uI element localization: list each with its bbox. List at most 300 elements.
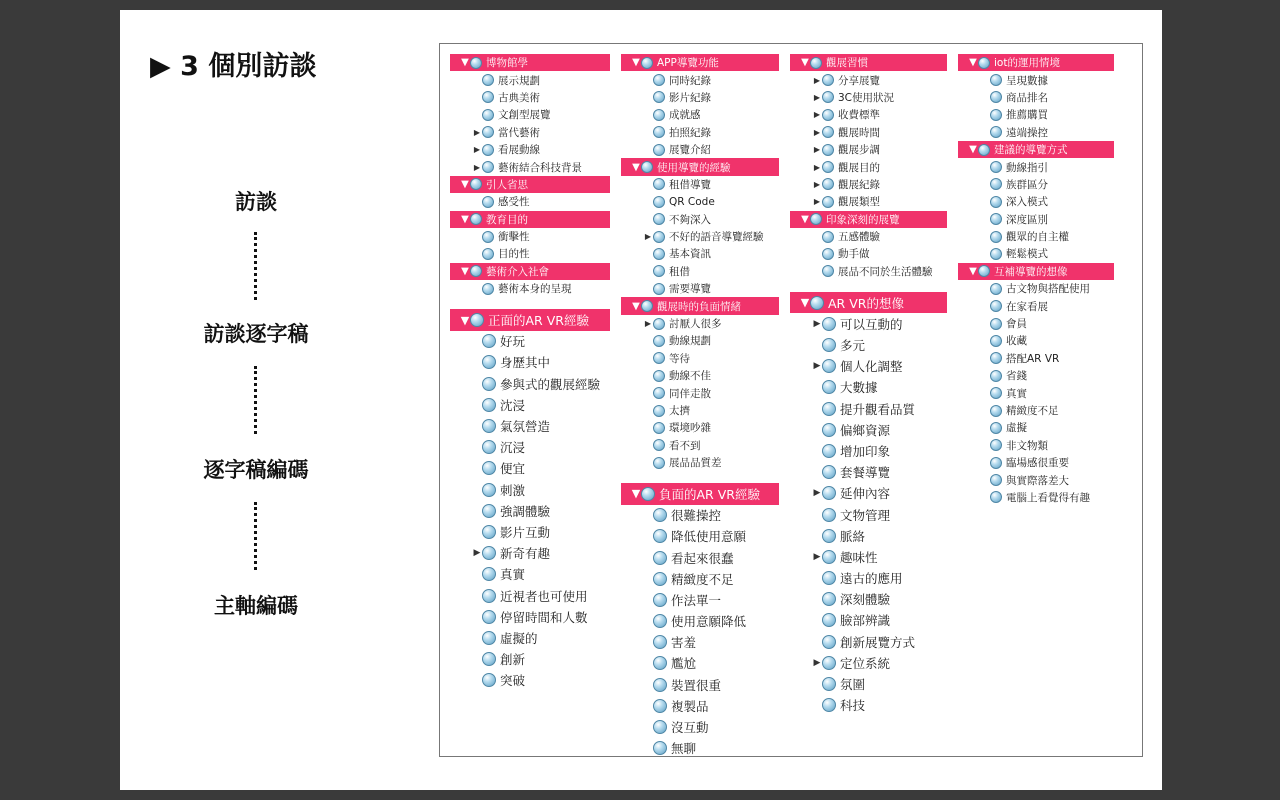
mindmap-node[interactable] — [621, 124, 779, 141]
mindmap-node[interactable] — [450, 606, 610, 627]
node-bullet-icon — [990, 161, 1002, 173]
mindmap-node[interactable] — [621, 211, 779, 228]
node-bullet-icon — [822, 571, 836, 585]
mindmap-node[interactable] — [790, 631, 947, 652]
node-label: 文創型展覽 — [498, 109, 551, 122]
mindmap-category[interactable] — [958, 141, 1114, 158]
mindmap-node[interactable] — [450, 415, 610, 436]
mindmap-node[interactable] — [790, 462, 947, 483]
node-bullet-icon — [653, 656, 667, 670]
expand-arrow-icon[interactable]: ▶ — [813, 361, 821, 372]
mindmap-node[interactable] — [450, 331, 610, 352]
mindmap-node[interactable] — [790, 610, 947, 631]
mindmap-node[interactable] — [450, 437, 610, 458]
node-bullet-icon — [653, 635, 667, 649]
mindmap-node[interactable] — [450, 543, 610, 564]
mindmap-node[interactable] — [450, 627, 610, 648]
mindmap-node[interactable] — [621, 263, 779, 280]
node-bullet-icon — [470, 313, 484, 327]
node-bullet-icon — [990, 74, 1002, 86]
node-bullet-icon — [482, 398, 496, 412]
mindmap-node[interactable] — [958, 402, 1114, 419]
mindmap-node[interactable] — [790, 673, 947, 694]
mindmap-node[interactable] — [790, 313, 947, 334]
node-label: 無聊 — [671, 741, 697, 757]
expand-arrow-icon[interactable]: ▶ — [813, 127, 821, 137]
collapse-arrow-icon[interactable]: ▼ — [632, 300, 640, 312]
node-bullet-icon — [978, 144, 990, 156]
collapse-arrow-icon[interactable]: ▼ — [800, 296, 810, 310]
node-label: 降低使用意願 — [671, 529, 747, 545]
mindmap-node[interactable] — [958, 245, 1114, 262]
node-bullet-icon — [990, 387, 1002, 399]
collapse-arrow-icon[interactable]: ▼ — [460, 313, 470, 327]
mindmap-node[interactable] — [450, 648, 610, 669]
node-label: 引人省思 — [486, 178, 528, 191]
mindmap-category[interactable] — [450, 263, 610, 280]
mindmap-node[interactable] — [790, 245, 947, 262]
mindmap-node[interactable] — [621, 568, 779, 589]
node-label: APP導覽功能 — [657, 57, 719, 70]
node-label: 新奇有趣 — [500, 546, 551, 562]
expand-arrow-icon[interactable]: ▶ — [813, 92, 821, 102]
mindmap-category[interactable] — [621, 483, 779, 504]
expand-arrow-icon[interactable]: ▶ — [813, 488, 821, 499]
mindmap-node[interactable] — [958, 89, 1114, 106]
expand-arrow-icon[interactable]: ▶ — [473, 127, 481, 137]
expand-arrow-icon[interactable]: ▶ — [644, 319, 652, 329]
collapse-arrow-icon[interactable]: ▼ — [461, 57, 469, 69]
mindmap-node[interactable] — [621, 695, 779, 716]
mindmap-node[interactable] — [450, 500, 610, 521]
expand-arrow-icon[interactable]: ▶ — [813, 162, 821, 172]
node-label: 科技 — [840, 698, 866, 714]
mindmap-node[interactable] — [958, 106, 1114, 123]
collapse-arrow-icon[interactable]: ▼ — [461, 265, 469, 277]
mindmap-category[interactable] — [790, 211, 947, 228]
mindmap-node[interactable] — [958, 367, 1114, 384]
mindmap-panel — [439, 43, 1143, 757]
mindmap-node[interactable] — [621, 245, 779, 262]
mindmap-category[interactable] — [790, 54, 947, 71]
mindmap-node[interactable] — [621, 526, 779, 547]
node-bullet-icon — [822, 178, 834, 190]
mindmap-node[interactable] — [790, 141, 947, 158]
spacer — [790, 280, 947, 292]
node-label: 影片紀錄 — [669, 91, 711, 104]
node-bullet-icon — [822, 486, 836, 500]
expand-arrow-icon[interactable]: ▶ — [813, 75, 821, 85]
node-label: 成就感 — [669, 109, 701, 122]
expand-arrow-icon[interactable]: ▶ — [813, 657, 821, 668]
node-label: 展品不同於生活體驗 — [838, 265, 933, 278]
node-bullet-icon — [990, 283, 1002, 295]
node-label: 推薦購買 — [1006, 109, 1048, 122]
mindmap-node[interactable] — [621, 367, 779, 384]
node-bullet-icon — [653, 422, 665, 434]
mindmap-node[interactable] — [958, 332, 1114, 349]
node-bullet-icon — [990, 335, 1002, 347]
node-bullet-icon — [990, 370, 1002, 382]
mindmap-node[interactable] — [790, 546, 947, 567]
node-bullet-icon — [482, 483, 496, 497]
mindmap-node[interactable] — [790, 504, 947, 525]
mindmap-category[interactable] — [790, 292, 947, 313]
mindmap-node[interactable] — [958, 193, 1114, 210]
node-label: 會員 — [1006, 318, 1027, 331]
node-label: 太擠 — [669, 405, 690, 417]
mindmap-node[interactable] — [621, 547, 779, 568]
node-label: 觀展紀錄 — [838, 178, 880, 191]
mindmap-category[interactable] — [450, 176, 610, 193]
node-bullet-icon — [653, 699, 667, 713]
node-bullet-icon — [990, 196, 1002, 208]
mindmap-node[interactable] — [958, 315, 1114, 332]
node-label: 負面的AR VR經驗 — [659, 486, 760, 502]
node-bullet-icon — [653, 74, 665, 86]
node-label: 沈浸 — [500, 397, 526, 413]
mindmap-node[interactable] — [621, 419, 779, 436]
mindmap-node[interactable] — [621, 71, 779, 88]
node-bullet-icon — [470, 265, 482, 277]
node-label: 同時紀錄 — [669, 74, 711, 87]
node-label: 好玩 — [500, 334, 526, 350]
node-bullet-icon — [822, 698, 836, 712]
mindmap-node[interactable] — [958, 158, 1114, 175]
node-label: 收費標準 — [838, 109, 880, 122]
flow-step-axial-coding: 主軸編碼 — [214, 594, 298, 618]
node-bullet-icon — [482, 589, 496, 603]
mindmap-node[interactable] — [790, 568, 947, 589]
node-bullet-icon — [482, 461, 496, 475]
mindmap-node[interactable] — [958, 297, 1114, 314]
mindmap-node[interactable] — [790, 377, 947, 398]
mindmap-node[interactable] — [450, 373, 610, 394]
flow-connector — [254, 232, 257, 300]
mindmap-category[interactable] — [450, 54, 610, 71]
mindmap-node[interactable] — [790, 525, 947, 546]
node-label: 深刻體驗 — [840, 592, 891, 608]
mindmap-node[interactable] — [450, 89, 610, 106]
mindmap-node[interactable] — [450, 670, 610, 691]
node-label: 不好的語音導覽經驗 — [669, 231, 764, 244]
mindmap-node[interactable] — [450, 521, 610, 542]
mindmap-node[interactable] — [790, 71, 947, 88]
slide-title: ▶ 3 個別訪談 — [150, 51, 317, 82]
mindmap-node[interactable] — [958, 211, 1114, 228]
mindmap-node[interactable] — [958, 489, 1114, 506]
mindmap-node[interactable] — [450, 479, 610, 500]
flow-connector — [254, 366, 257, 434]
mindmap-node[interactable] — [450, 280, 610, 297]
node-bullet-icon — [482, 231, 494, 243]
node-label: 個人化調整 — [840, 359, 903, 375]
node-bullet-icon — [653, 265, 665, 277]
node-label: 偏鄉資源 — [840, 422, 891, 438]
mindmap-node[interactable] — [621, 106, 779, 123]
mindmap-category[interactable] — [450, 211, 610, 228]
node-bullet-icon — [653, 196, 665, 208]
mindmap-node[interactable] — [621, 653, 779, 674]
mindmap-node[interactable] — [450, 124, 610, 141]
mindmap-node[interactable] — [621, 193, 779, 210]
node-bullet-icon — [653, 144, 665, 156]
node-label: 觀展時間 — [838, 126, 880, 139]
mindmap-category[interactable] — [621, 158, 779, 175]
node-bullet-icon — [653, 231, 665, 243]
mindmap-node[interactable] — [621, 716, 779, 737]
mindmap-node[interactable] — [790, 158, 947, 175]
node-label: 藝術介入社會 — [486, 265, 549, 278]
node-label: 觀展習慣 — [826, 57, 868, 70]
mindmap-category[interactable] — [958, 263, 1114, 280]
node-bullet-icon — [978, 57, 990, 69]
node-bullet-icon — [653, 508, 667, 522]
node-bullet-icon — [470, 213, 482, 225]
mindmap-node[interactable] — [621, 228, 779, 245]
mindmap-node[interactable] — [790, 89, 947, 106]
node-bullet-icon — [990, 318, 1002, 330]
node-label: 與實際落差大 — [1006, 474, 1069, 487]
node-label: 五感體驗 — [838, 231, 880, 244]
node-bullet-icon — [641, 300, 653, 312]
node-bullet-icon — [482, 546, 496, 560]
node-label: QR Code — [669, 195, 715, 208]
mindmap-node[interactable] — [621, 402, 779, 419]
mindmap-node[interactable] — [450, 193, 610, 210]
mindmap-node[interactable] — [621, 280, 779, 297]
node-bullet-icon — [482, 109, 494, 121]
node-bullet-icon — [482, 196, 494, 208]
mindmap-node[interactable] — [958, 471, 1114, 488]
expand-arrow-icon[interactable]: ▶ — [813, 551, 821, 562]
mindmap-node[interactable] — [621, 738, 779, 759]
mindmap-node[interactable] — [450, 158, 610, 175]
mindmap-node[interactable] — [450, 228, 610, 245]
mindmap-node[interactable] — [958, 228, 1114, 245]
collapse-arrow-icon[interactable]: ▼ — [801, 57, 809, 69]
collapse-arrow-icon[interactable]: ▼ — [969, 57, 977, 69]
node-label: 虛擬 — [1006, 422, 1027, 435]
collapse-arrow-icon[interactable]: ▼ — [631, 487, 641, 501]
node-bullet-icon — [653, 109, 665, 121]
node-label: 複製品 — [671, 698, 709, 714]
mindmap-node[interactable] — [450, 245, 610, 262]
mindmap-node[interactable] — [450, 352, 610, 373]
node-label: 強調體驗 — [500, 503, 551, 519]
expand-arrow-icon[interactable]: ▶ — [473, 548, 481, 559]
node-label: 精緻度不足 — [1006, 405, 1059, 417]
node-bullet-icon — [822, 265, 834, 277]
node-bullet-icon — [653, 529, 667, 543]
mindmap-node[interactable] — [450, 564, 610, 585]
mindmap-node[interactable] — [958, 71, 1114, 88]
node-bullet-icon — [822, 161, 834, 173]
mindmap-node[interactable] — [450, 585, 610, 606]
node-bullet-icon — [482, 355, 496, 369]
node-bullet-icon — [482, 377, 496, 391]
node-bullet-icon — [990, 457, 1002, 469]
mindmap-node[interactable] — [958, 419, 1114, 436]
node-label: 看不到 — [669, 439, 701, 452]
mindmap-column-3 — [790, 54, 947, 716]
mindmap-node[interactable] — [958, 454, 1114, 471]
node-label: 臨場感很重要 — [1006, 457, 1069, 470]
node-bullet-icon — [641, 57, 653, 69]
node-bullet-icon — [822, 656, 836, 670]
node-label: 古文物與搭配使用 — [1006, 283, 1090, 296]
node-label: 刺激 — [500, 482, 526, 498]
node-label: 印象深刻的展覽 — [826, 213, 900, 226]
mindmap-node[interactable] — [621, 384, 779, 401]
expand-arrow-icon[interactable]: ▶ — [813, 179, 821, 189]
node-bullet-icon — [482, 334, 496, 348]
node-label: 大數據 — [840, 380, 878, 396]
mindmap-category[interactable] — [621, 54, 779, 71]
mindmap-node[interactable] — [621, 350, 779, 367]
node-label: 害羞 — [671, 635, 697, 651]
mindmap-node[interactable] — [621, 89, 779, 106]
node-bullet-icon — [653, 593, 667, 607]
node-bullet-icon — [822, 144, 834, 156]
node-bullet-icon — [653, 572, 667, 586]
mindmap-node[interactable] — [790, 398, 947, 419]
node-bullet-icon — [470, 178, 482, 190]
node-label: 觀展時的負面情緒 — [657, 300, 741, 313]
node-bullet-icon — [990, 352, 1002, 364]
mindmap-node[interactable] — [450, 71, 610, 88]
mindmap-node[interactable] — [790, 440, 947, 461]
mindmap-node[interactable] — [790, 589, 947, 610]
node-label: 租借導覽 — [669, 178, 711, 191]
mindmap-node[interactable] — [621, 454, 779, 471]
node-label: 非文物類 — [1006, 439, 1048, 452]
collapse-arrow-icon[interactable]: ▼ — [461, 178, 469, 190]
node-bullet-icon — [822, 74, 834, 86]
mindmap-node[interactable] — [790, 263, 947, 280]
node-bullet-icon — [653, 741, 667, 755]
expand-arrow-icon[interactable]: ▶ — [813, 318, 821, 329]
node-label: 尷尬 — [671, 656, 697, 672]
node-bullet-icon — [482, 673, 496, 687]
node-label: 影片互動 — [500, 524, 551, 540]
mindmap-node[interactable] — [621, 505, 779, 526]
mindmap-node[interactable] — [958, 384, 1114, 401]
node-label: 真實 — [500, 567, 526, 583]
node-bullet-icon — [653, 213, 665, 225]
mindmap-node[interactable] — [450, 106, 610, 123]
mindmap-node[interactable] — [790, 228, 947, 245]
node-label: 3C使用狀況 — [838, 91, 895, 104]
node-bullet-icon — [990, 439, 1002, 451]
node-bullet-icon — [822, 359, 836, 373]
expand-arrow-icon[interactable]: ▶ — [813, 197, 821, 207]
flow-connector — [254, 502, 257, 570]
expand-arrow-icon[interactable]: ▶ — [473, 162, 481, 172]
node-label: 電腦上看覺得有趣 — [1006, 491, 1090, 504]
mindmap-node[interactable] — [790, 419, 947, 440]
mindmap-node[interactable] — [621, 611, 779, 632]
expand-arrow-icon[interactable]: ▶ — [813, 110, 821, 120]
node-bullet-icon — [653, 405, 665, 417]
mindmap-node[interactable] — [958, 124, 1114, 141]
collapse-arrow-icon[interactable]: ▼ — [632, 161, 640, 173]
mindmap-node[interactable] — [621, 176, 779, 193]
node-bullet-icon — [822, 402, 836, 416]
expand-arrow-icon[interactable]: ▶ — [473, 145, 481, 155]
node-label: 精緻度不足 — [671, 571, 734, 587]
node-bullet-icon — [641, 161, 653, 173]
node-bullet-icon — [822, 380, 836, 394]
mindmap-node[interactable] — [790, 356, 947, 377]
node-bullet-icon — [482, 91, 494, 103]
node-bullet-icon — [990, 300, 1002, 312]
node-label: 觀展步調 — [838, 144, 880, 157]
node-bullet-icon — [653, 283, 665, 295]
node-label: 參與式的觀展經驗 — [500, 376, 601, 392]
mindmap-node[interactable] — [450, 141, 610, 158]
mindmap-category[interactable] — [958, 54, 1114, 71]
node-label: 動手做 — [838, 248, 870, 261]
mindmap-node[interactable] — [621, 437, 779, 454]
mindmap-node[interactable] — [790, 176, 947, 193]
mindmap-node[interactable] — [958, 176, 1114, 193]
mindmap-category[interactable] — [621, 297, 779, 314]
mindmap-node[interactable] — [790, 193, 947, 210]
node-label: 臉部辨識 — [840, 613, 891, 629]
mindmap-node[interactable] — [621, 632, 779, 653]
mindmap-node[interactable] — [621, 332, 779, 349]
mindmap-category[interactable] — [450, 309, 610, 330]
mindmap-node[interactable] — [790, 695, 947, 716]
node-bullet-icon — [482, 652, 496, 666]
collapse-arrow-icon[interactable]: ▼ — [801, 213, 809, 225]
mindmap-node[interactable] — [621, 141, 779, 158]
node-label: 感受性 — [498, 196, 530, 209]
node-bullet-icon — [990, 126, 1002, 138]
mindmap-node[interactable] — [450, 394, 610, 415]
mindmap-node[interactable] — [790, 483, 947, 504]
mindmap-node[interactable] — [621, 315, 779, 332]
node-label: 收藏 — [1006, 335, 1027, 348]
expand-arrow-icon[interactable]: ▶ — [813, 145, 821, 155]
node-label: 藝術本身的呈現 — [498, 283, 572, 296]
node-bullet-icon — [822, 317, 836, 331]
collapse-arrow-icon[interactable]: ▼ — [461, 213, 469, 225]
expand-arrow-icon[interactable]: ▶ — [644, 232, 652, 242]
mindmap-node[interactable] — [790, 334, 947, 355]
node-label: 增加印象 — [840, 443, 891, 459]
mindmap-node[interactable] — [621, 674, 779, 695]
mindmap-node[interactable] — [621, 589, 779, 610]
node-bullet-icon — [482, 248, 494, 260]
node-label: 沉浸 — [500, 440, 526, 456]
node-bullet-icon — [653, 335, 665, 347]
collapse-arrow-icon[interactable]: ▼ — [969, 265, 977, 277]
mindmap-node[interactable] — [450, 458, 610, 479]
mindmap-node[interactable] — [790, 652, 947, 673]
collapse-arrow-icon[interactable]: ▼ — [632, 57, 640, 69]
mindmap-node[interactable] — [790, 124, 947, 141]
mindmap-node[interactable] — [958, 280, 1114, 297]
mindmap-node[interactable] — [790, 106, 947, 123]
node-label: 輕鬆模式 — [1006, 248, 1048, 261]
mindmap-node[interactable] — [958, 350, 1114, 367]
node-label: 突破 — [500, 673, 526, 689]
collapse-arrow-icon[interactable]: ▼ — [969, 144, 977, 156]
mindmap-node[interactable] — [958, 437, 1114, 454]
node-label: 文物管理 — [840, 507, 891, 523]
